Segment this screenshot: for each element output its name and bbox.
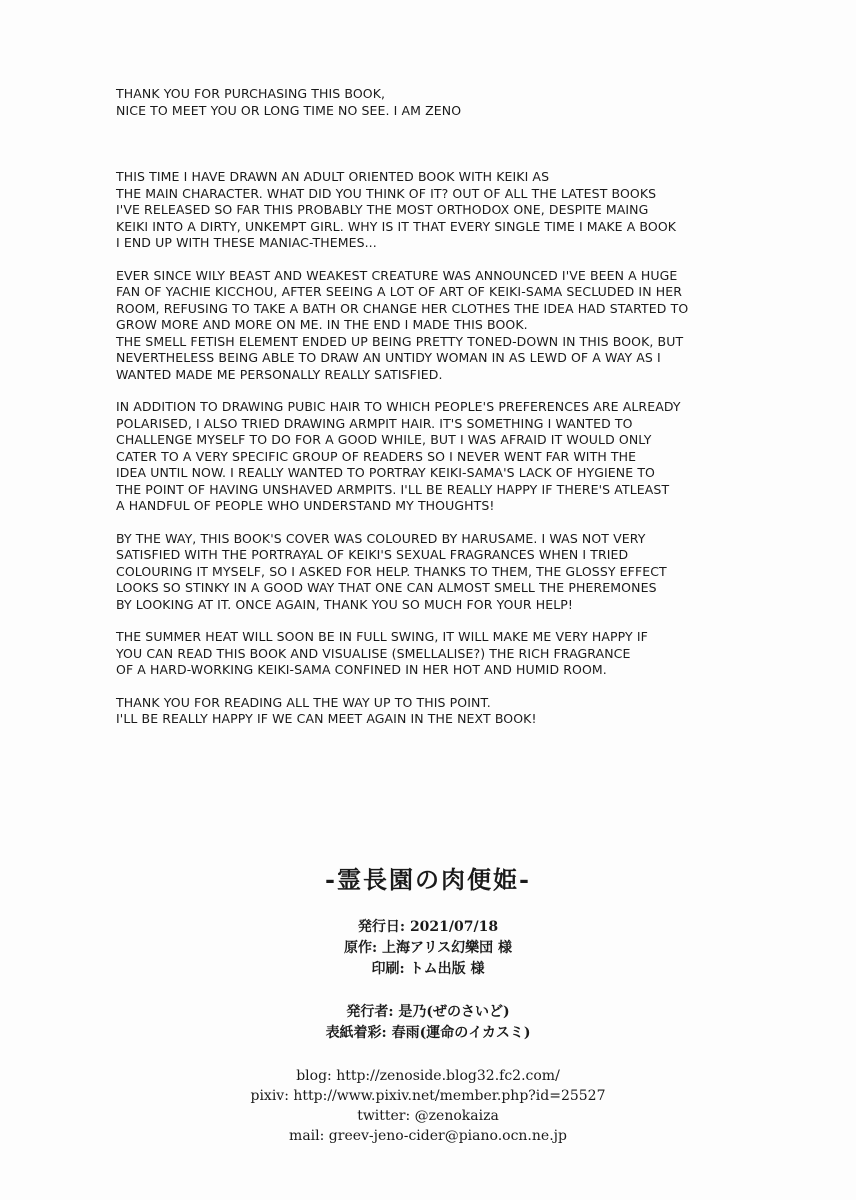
publisher-label: 発行者: — [346, 1004, 394, 1020]
colophon — [0, 860, 856, 1146]
colophon-print-info — [0, 917, 856, 980]
book-title: -霊長園の肉便姫- — [325, 865, 531, 894]
afterword-paragraph-closing: THANK YOU FOR READING ALL THE WAY UP TO THIS POINT. I'LL BE REALLY HAPPY IF WE CAN MEET AGAIN IN THE NEXT BOOK! — [116, 694, 537, 726]
original-work-value: 上海アリス幻樂団 様 — [382, 940, 513, 956]
publish-date-value: 2021/07/18 — [409, 919, 499, 935]
original-work-line — [0, 938, 856, 959]
mail-address: mail: greev-jeno-cider@piano.ocn.ne.jp — [289, 1128, 567, 1144]
afterword-text — [116, 86, 828, 744]
publish-date-line — [0, 917, 856, 938]
contact-links — [0, 1066, 856, 1146]
cover-color-value: 春雨(運命のイカスミ) — [391, 1025, 531, 1041]
twitter-handle: twitter: @zenokaiza — [357, 1108, 499, 1124]
cover-color-label: 表紙着彩: — [325, 1025, 387, 1041]
pixiv-link: pixiv: http://www.pixiv.net/member.php?id=25527 — [250, 1088, 606, 1104]
afterword-paragraph-greeting: THANK YOU FOR PURCHASING THIS BOOK, NICE TO MEET YOU OR LONG TIME NO SEE. I AM ZENO — [116, 86, 462, 118]
printing-line — [0, 959, 856, 980]
cover-color-line — [0, 1023, 856, 1044]
printing-label: 印刷: — [371, 961, 405, 977]
afterword-paragraph-hair: IN ADDITION TO DRAWING PUBIC HAIR TO WHICH PEOPLE'S PREFERENCES ARE ALREADY POLARISED, I ALSO TRIED DRAWING ARMPIT HAIR. IT'S SOMETHING I WANTED TO CHALLENGE MYSELF TO DO FOR A GOOD WHILE, BUT I WAS AFRAID IT WOULD ONLY CATER TO A VERY SPECIFIC GROUP OF READERS SO I NEVER WENT FAR WITH THE IDEA UNTIL NOW. I REALLY WANTED TO PORTRAY KEIKI-SAMA'S LACK OF HYGIENE TO THE POINT OF HAVING UNSHAVED ARMPITS. I'LL BE REALLY HAPPY IF THERE'S ATLEAST A HANDFUL OF PEOPLE WHO UNDERSTAND MY THOUGHTS! — [116, 399, 681, 513]
afterword-paragraph-about-book: THIS TIME I HAVE DRAWN AN ADULT ORIENTED BOOK WITH KEIKI AS THE MAIN CHARACTER. WHAT DID YOU THINK OF IT? OUT OF ALL THE LATEST BOOKS I'VE RELEASED SO FAR THIS PROBABLY THE MOST ORTHODOX ONE, DESPITE MAING KEIKI INTO A DIRTY, UNKEMPT GIRL. WHY IS IT THAT EVERY SINGLE TIME I MAKE A BOOK I END UP WITH THESE MANIAC-THEMES... — [116, 169, 677, 250]
publisher-line — [0, 1002, 856, 1023]
afterword-paragraph-cover: BY THE WAY, THIS BOOK'S COVER WAS COLOURED BY HARUSAME. I WAS NOT VERY SATISFIED WITH THE PORTRAYAL OF KEIKI'S SEXUAL FRAGRANCES WHEN I TRIED COLOURING IT MYSELF, SO I ASKED FOR HELP. THANKS TO THEM, THE GLOSSY EFFECT LOOKS SO STINKY IN A GOOD WAY THAT ONE CAN ALMOST SMELL THE PHEREMONES BY LOOKING AT IT. ONCE AGAIN, THANK YOU SO MUCH FOR YOUR HELP! — [116, 530, 667, 612]
blog-link: blog: http://zenoside.blog32.fc2.com/ — [296, 1068, 560, 1084]
original-work-label: 原作: — [343, 940, 378, 956]
printing-value: トム出版 様 — [409, 961, 485, 977]
publisher-value: 是乃(ぜのさいど) — [398, 1004, 510, 1020]
afterword-paragraph-summer: THE SUMMER HEAT WILL SOON BE IN FULL SWING, IT WILL MAKE ME VERY HAPPY IF YOU CAN READ THIS BOOK AND VISUALISE (SMELLALISE?) THE RICH FRAGRANCE OF A HARD-WORKING KEIKI-SAMA CONFINED IN HER HOT AND HUMID ROOM. — [116, 629, 648, 677]
colophon-credits — [0, 1002, 856, 1044]
publish-date-label: 発行日: — [357, 919, 406, 935]
afterword-paragraph-inspiration: EVER SINCE WILY BEAST AND WEAKEST CREATURE WAS ANNOUNCED I'VE BEEN A HUGE FAN OF YACHIE KICCHOU, AFTER SEEING A LOT OF ART OF KEIKI-SAMA SECLUDED IN HER ROOM, REFUSING TO TAKE A BATH OR CHANGE HER CLOTHES THE IDEA HAD STARTED TO GROW MORE AND MORE ON ME. IN THE END I MADE THIS BOOK. THE SMELL FETISH ELEMENT ENDED UP BEING PRETTY TONED-DOWN IN THIS BOOK, BUT NEVERTHELESS BEING ABLE TO DRAW AN UNTIDY WOMAN IN AS LEWD OF A WAY AS I WANTED MADE ME PERSONALLY REALLY SATISFIED. — [116, 267, 689, 382]
